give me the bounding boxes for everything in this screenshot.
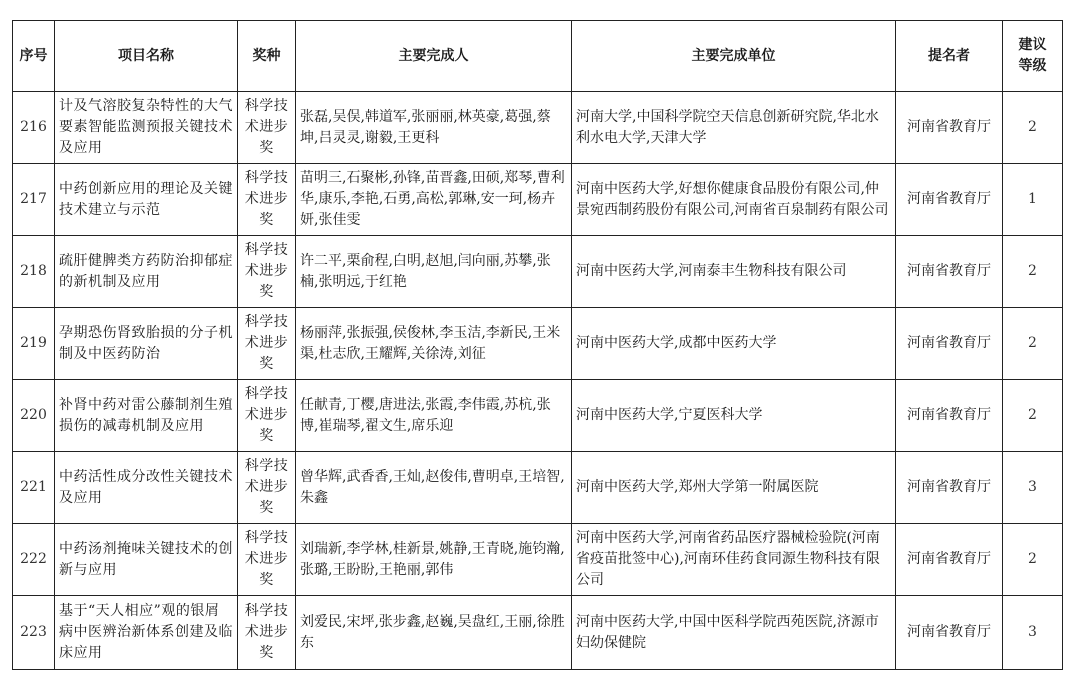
suggested-level: 2 — [1003, 380, 1063, 452]
main-people: 张磊,吴俣,韩道军,张丽丽,林英豪,葛强,蔡坤,吕灵灵,谢毅,王更科 — [296, 92, 572, 164]
project-name: 中药创新应用的理论及关键技术建立与示范 — [55, 164, 238, 236]
award-type: 科学技术进步奖 — [238, 308, 296, 380]
main-people: 苗明三,石聚彬,孙锋,苗晋鑫,田硕,郑琴,曹利华,康乐,李艳,石勇,高松,郭琳,安一珂,杨卉妍,张佳雯 — [296, 164, 572, 236]
nominator: 河南省教育厅 — [896, 524, 1003, 596]
table-row — [13, 452, 1063, 524]
table-row — [13, 308, 1063, 380]
table-row — [13, 596, 1063, 670]
suggested-level: 2 — [1003, 308, 1063, 380]
nominator: 河南省教育厅 — [896, 164, 1003, 236]
table-row — [13, 524, 1063, 596]
main-people: 杨丽萍,张振强,侯俊林,李玉洁,李新民,王米渠,杜志欣,王耀辉,关徐涛,刘征 — [296, 308, 572, 380]
main-units: 河南中医药大学,河南泰丰生物科技有限公司 — [572, 236, 896, 308]
project-name: 孕期恐伤肾致胎损的分子机制及中医药防治 — [55, 308, 238, 380]
award-table — [12, 20, 1063, 670]
nominator: 河南省教育厅 — [896, 452, 1003, 524]
nominator: 河南省教育厅 — [896, 380, 1003, 452]
main-units: 河南中医药大学,郑州大学第一附属医院 — [572, 452, 896, 524]
main-people: 许二平,栗俞程,白明,赵旭,闫向丽,苏攀,张楠,张明远,于红艳 — [296, 236, 572, 308]
row-number: 219 — [13, 308, 55, 380]
header-row — [13, 21, 1063, 92]
award-table-container — [12, 20, 1063, 670]
main-people: 任献青,丁樱,唐进法,张霞,李伟霞,苏杭,张博,崔瑞琴,翟文生,席乐迎 — [296, 380, 572, 452]
nominator: 河南省教育厅 — [896, 596, 1003, 670]
header-award-type: 奖种 — [238, 21, 296, 92]
award-type: 科学技术进步奖 — [238, 596, 296, 670]
main-people: 曾华辉,武香香,王灿,赵俊伟,曹明卓,王培智,朱鑫 — [296, 452, 572, 524]
header-project-name: 项目名称 — [55, 21, 238, 92]
table-row — [13, 164, 1063, 236]
table-row — [13, 92, 1063, 164]
award-type: 科学技术进步奖 — [238, 452, 296, 524]
project-name: 中药活性成分改性关键技术及应用 — [55, 452, 238, 524]
header-suggested-level: 建议等级 — [1003, 21, 1063, 92]
suggested-level: 2 — [1003, 524, 1063, 596]
main-units: 河南大学,中国科学院空天信息创新研究院,华北水利水电大学,天津大学 — [572, 92, 896, 164]
main-units: 河南中医药大学,宁夏医科大学 — [572, 380, 896, 452]
header-no: 序号 — [13, 21, 55, 92]
suggested-level: 3 — [1003, 452, 1063, 524]
nominator: 河南省教育厅 — [896, 236, 1003, 308]
main-units: 河南中医药大学,好想你健康食品股份有限公司,仲景宛西制药股份有限公司,河南省百泉制药有限公司 — [572, 164, 896, 236]
project-name: 计及气溶胶复杂特性的大气要素智能监测预报关键技术及应用 — [55, 92, 238, 164]
suggested-level: 2 — [1003, 236, 1063, 308]
award-type: 科学技术进步奖 — [238, 524, 296, 596]
row-number: 223 — [13, 596, 55, 670]
row-number: 221 — [13, 452, 55, 524]
main-people: 刘爱民,宋坪,张步鑫,赵巍,吴盘红,王丽,徐胜东 — [296, 596, 572, 670]
table-row — [13, 236, 1063, 308]
project-name: 疏肝健脾类方药防治抑郁症的新机制及应用 — [55, 236, 238, 308]
award-type: 科学技术进步奖 — [238, 164, 296, 236]
suggested-level: 3 — [1003, 596, 1063, 670]
row-number: 218 — [13, 236, 55, 308]
row-number: 222 — [13, 524, 55, 596]
header-main-units: 主要完成单位 — [572, 21, 896, 92]
award-type: 科学技术进步奖 — [238, 92, 296, 164]
main-people: 刘瑞新,李学林,桂新景,姚静,王青晓,施钧瀚,张璐,王盼盼,王艳丽,郭伟 — [296, 524, 572, 596]
header-nominator: 提名者 — [896, 21, 1003, 92]
row-number: 217 — [13, 164, 55, 236]
nominator: 河南省教育厅 — [896, 308, 1003, 380]
main-units: 河南中医药大学,河南省药品医疗器械检验院(河南省疫苗批签中心),河南环佳药食同源生物科技有限公司 — [572, 524, 896, 596]
row-number: 216 — [13, 92, 55, 164]
project-name: 中药汤剂掩味关键技术的创新与应用 — [55, 524, 238, 596]
suggested-level: 1 — [1003, 164, 1063, 236]
table-row — [13, 380, 1063, 452]
suggested-level: 2 — [1003, 92, 1063, 164]
project-name: 基于“天人相应”观的银屑病中医辨治新体系创建及临床应用 — [55, 596, 238, 670]
header-main-people: 主要完成人 — [296, 21, 572, 92]
nominator: 河南省教育厅 — [896, 92, 1003, 164]
main-units: 河南中医药大学,成都中医药大学 — [572, 308, 896, 380]
award-type: 科学技术进步奖 — [238, 380, 296, 452]
main-units: 河南中医药大学,中国中医科学院西苑医院,济源市妇幼保健院 — [572, 596, 896, 670]
row-number: 220 — [13, 380, 55, 452]
project-name: 补肾中药对雷公藤制剂生殖损伤的减毒机制及应用 — [55, 380, 238, 452]
award-type: 科学技术进步奖 — [238, 236, 296, 308]
